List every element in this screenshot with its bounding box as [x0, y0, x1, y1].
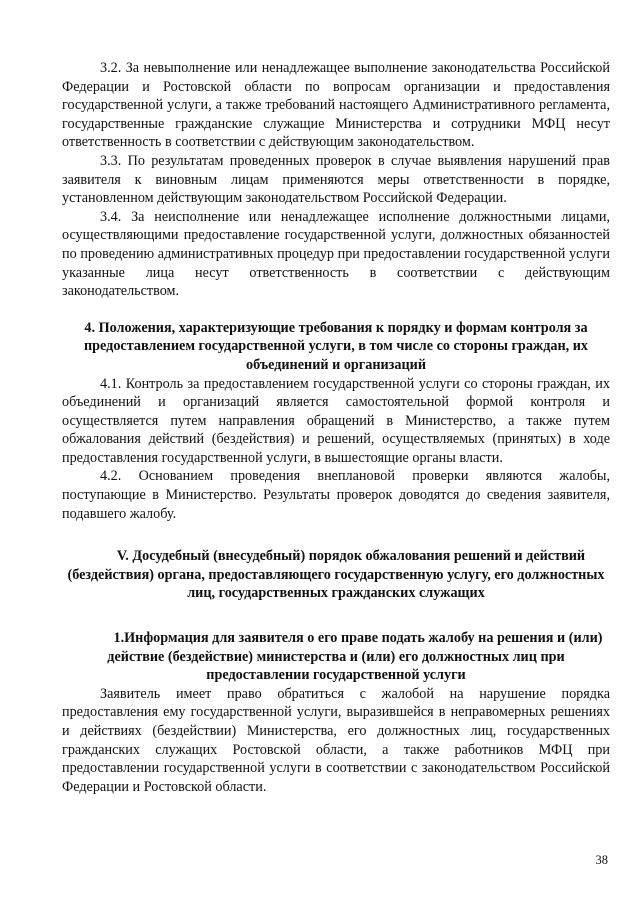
paragraph-3-3: 3.3. По результатам проведенных проверок в случае выявления нарушений прав заявителя к виновным лицам применяются меры ответственности в порядке, установленном действующим законодательством Российской Федерации.	[62, 152, 610, 207]
section-4-heading: 4. Положения, характеризующие требования к порядку и формам контроля за предоставлением государственной услуги, в том числе со стороны граждан, их объединений и организаций	[83, 319, 589, 373]
paragraph-4-1: 4.1. Контроль за предоставлением государственной услуги со стороны граждан, их объединений и организаций является самостоятельной формой контроля и осуществляется путем направления обращений в Министерство, а также путем обжалования действий (бездействия) и решений, осуществляемых (принятых) в ходе предоставления государственной услуги, в вышестоящие органы власти.	[62, 375, 610, 466]
page-number: 38	[595, 853, 608, 867]
subsection-5-1-heading: 1.Информация для заявителя о его праве подать жалобу на решения и (или) действие (бездействие) министерства и (или) его должностных лиц при предоставлении государственной услуги	[107, 630, 603, 684]
paragraph-3-2: 3.2. За невыполнение или ненадлежащее выполнение законодательства Российской Федерации и Ростовской области по вопросам организации и предоставления государственной услуги, а также требований настоящего Административного регламента, государственные гражданские служащие Министерства и сотрудники МФЦ несут ответственность в соответствии с действующим законодательством.	[62, 60, 610, 151]
paragraph-5-1: Заявитель имеет право обратиться с жалобой на нарушение порядка предоставления ему государственной услуги, выразившейся в неправомерных решениях и действиях (бездействии) Министерства, его должностных лиц, государственных гражданских служащих Ростовской области, а также работников МФЦ при предоставлении государственной услуги в соответствии с законодательством Российской Федерации и Ростовской области.	[62, 685, 610, 795]
section-5-heading: V. Досудебный (внесудебный) порядок обжалования решений и действий (бездействия) органа, предоставляющего государственную услугу, его должностных лиц, государственных гражданских служащих	[67, 548, 605, 602]
page-body	[62, 59, 610, 796]
paragraph-4-2: 4.2. Основанием проведения внеплановой проверки являются жалобы, поступающие в Министерство. Результаты проверок доводятся до сведения заявителя, подавшего жалобу.	[62, 468, 610, 522]
paragraph-3-4: 3.4. За неисполнение или ненадлежащее исполнение должностными лицами, осуществляющими предоставление государственной услуги, должностных обязанностей по проведению административных процедур при предоставлении государственной услуги указанные лица несут ответственность в соответствии с действующим законодательством.	[62, 208, 610, 300]
